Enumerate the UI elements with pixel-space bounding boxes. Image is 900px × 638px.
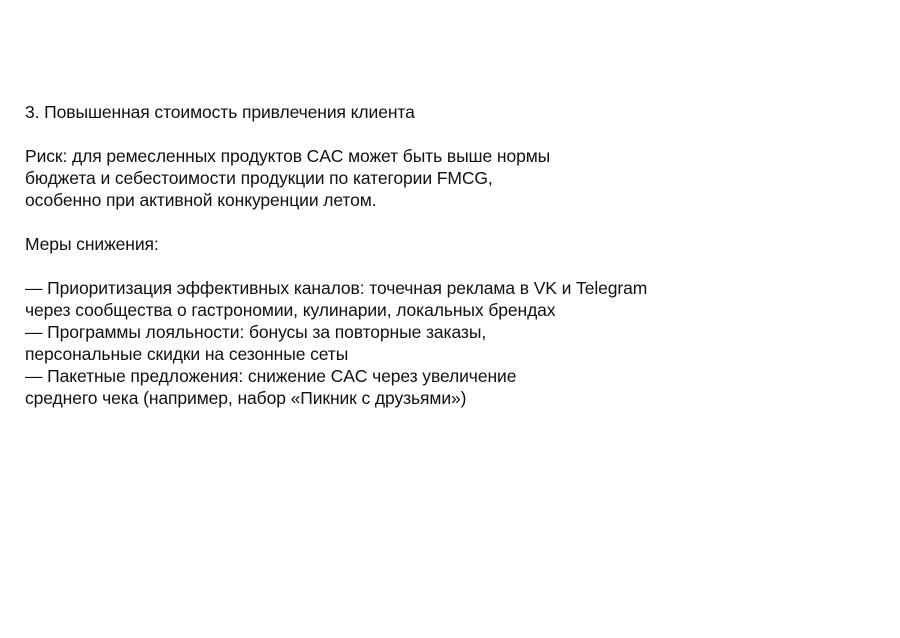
risk-line-1 bbox=[25, 145, 885, 167]
measures-line: через сообщества о гастрономии, кулинарии, локальных брендах bbox=[25, 300, 556, 320]
risk-line-2: бюджета и себестоимости продукции по категории FMCG, bbox=[25, 168, 493, 188]
measures-title: Меры снижения: bbox=[25, 234, 159, 254]
spacer bbox=[25, 211, 885, 233]
measures-line: — Пакетные предложения: снижение CAC через увеличение bbox=[25, 366, 517, 386]
spacer bbox=[25, 123, 885, 145]
risk-label: Риск: bbox=[25, 146, 68, 166]
document-body bbox=[25, 101, 885, 409]
measures-line: персональные скидки на сезонные сеты bbox=[25, 344, 349, 364]
measures-list bbox=[25, 277, 885, 409]
risk-text-1: для ремесленных продуктов CAC может быть выше нормы bbox=[67, 146, 551, 166]
measures-line: — Приоритизация эффективных каналов: точечная реклама в VK и Telegram bbox=[25, 278, 648, 298]
spacer bbox=[25, 255, 885, 277]
section-heading: 3. Повышенная стоимость привлечения клиента bbox=[25, 102, 415, 122]
risk-paragraph bbox=[25, 145, 885, 211]
measures-line: — Программы лояльности: бонусы за повторные заказы, bbox=[25, 322, 487, 342]
measures-line: среднего чека (например, набор «Пикник с друзьями») bbox=[25, 388, 467, 408]
risk-line-3: особенно при активной конкуренции летом. bbox=[25, 190, 377, 210]
